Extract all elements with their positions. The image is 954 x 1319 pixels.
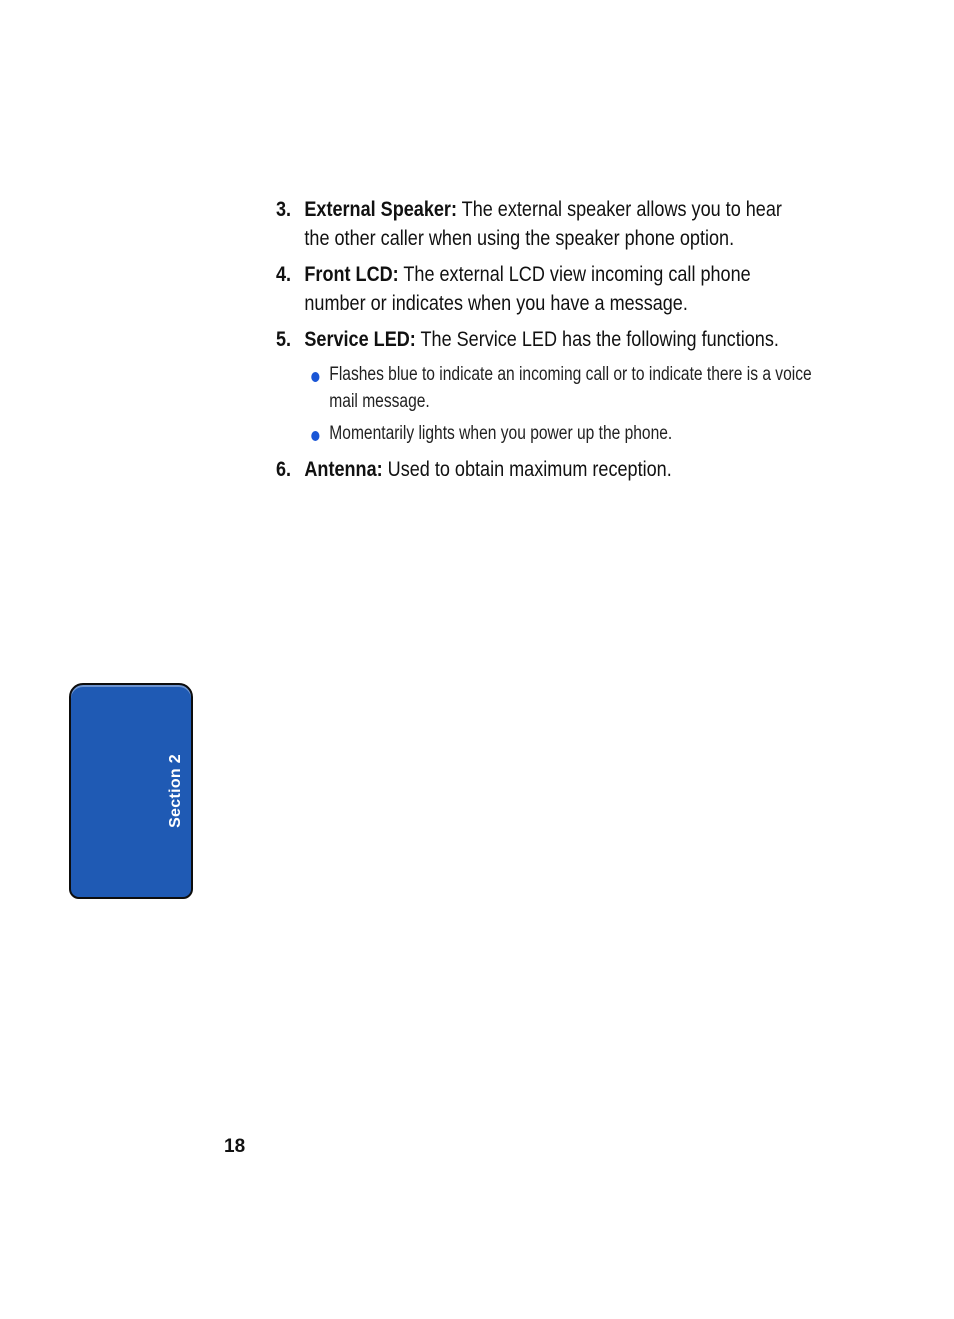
item-number: 4. bbox=[276, 263, 292, 286]
list-item-external-speaker bbox=[276, 195, 812, 253]
item-number: 5. bbox=[276, 328, 292, 351]
item-list bbox=[276, 195, 812, 491]
list-item-antenna bbox=[276, 455, 812, 484]
page-number: 18 bbox=[224, 1136, 246, 1157]
list-item-front-lcd bbox=[276, 260, 812, 318]
item-term: Antenna: bbox=[304, 458, 383, 481]
bullet-dot-icon bbox=[311, 372, 319, 382]
item-description: Used to obtain maximum reception. bbox=[382, 458, 672, 481]
item-number: 3. bbox=[276, 198, 292, 221]
bullet-item bbox=[276, 361, 838, 415]
item-description: The external speaker allows you to hear the other caller when using the speaker phone option. bbox=[304, 198, 782, 250]
bullet-dot-icon bbox=[311, 431, 319, 441]
item-term: Front LCD: bbox=[304, 263, 399, 286]
bullet-text: Momentarily lights when you power up the phone. bbox=[329, 423, 673, 444]
item-number: 6. bbox=[276, 458, 292, 481]
item-description: The Service LED has the following functions. bbox=[415, 328, 779, 351]
bullet-item bbox=[276, 420, 838, 447]
section-tab-label: Section 2 bbox=[167, 754, 184, 828]
bullet-text: Flashes blue to indicate an incoming call or to indicate there is a voice mail message. bbox=[329, 364, 812, 412]
item-description: The external LCD view incoming call phone number or indicates when you have a message. bbox=[304, 263, 751, 315]
service-led-functions bbox=[276, 361, 812, 447]
item-term: External Speaker: bbox=[304, 198, 457, 221]
list-item-service-led bbox=[276, 325, 812, 354]
item-term: Service LED: bbox=[304, 328, 416, 351]
